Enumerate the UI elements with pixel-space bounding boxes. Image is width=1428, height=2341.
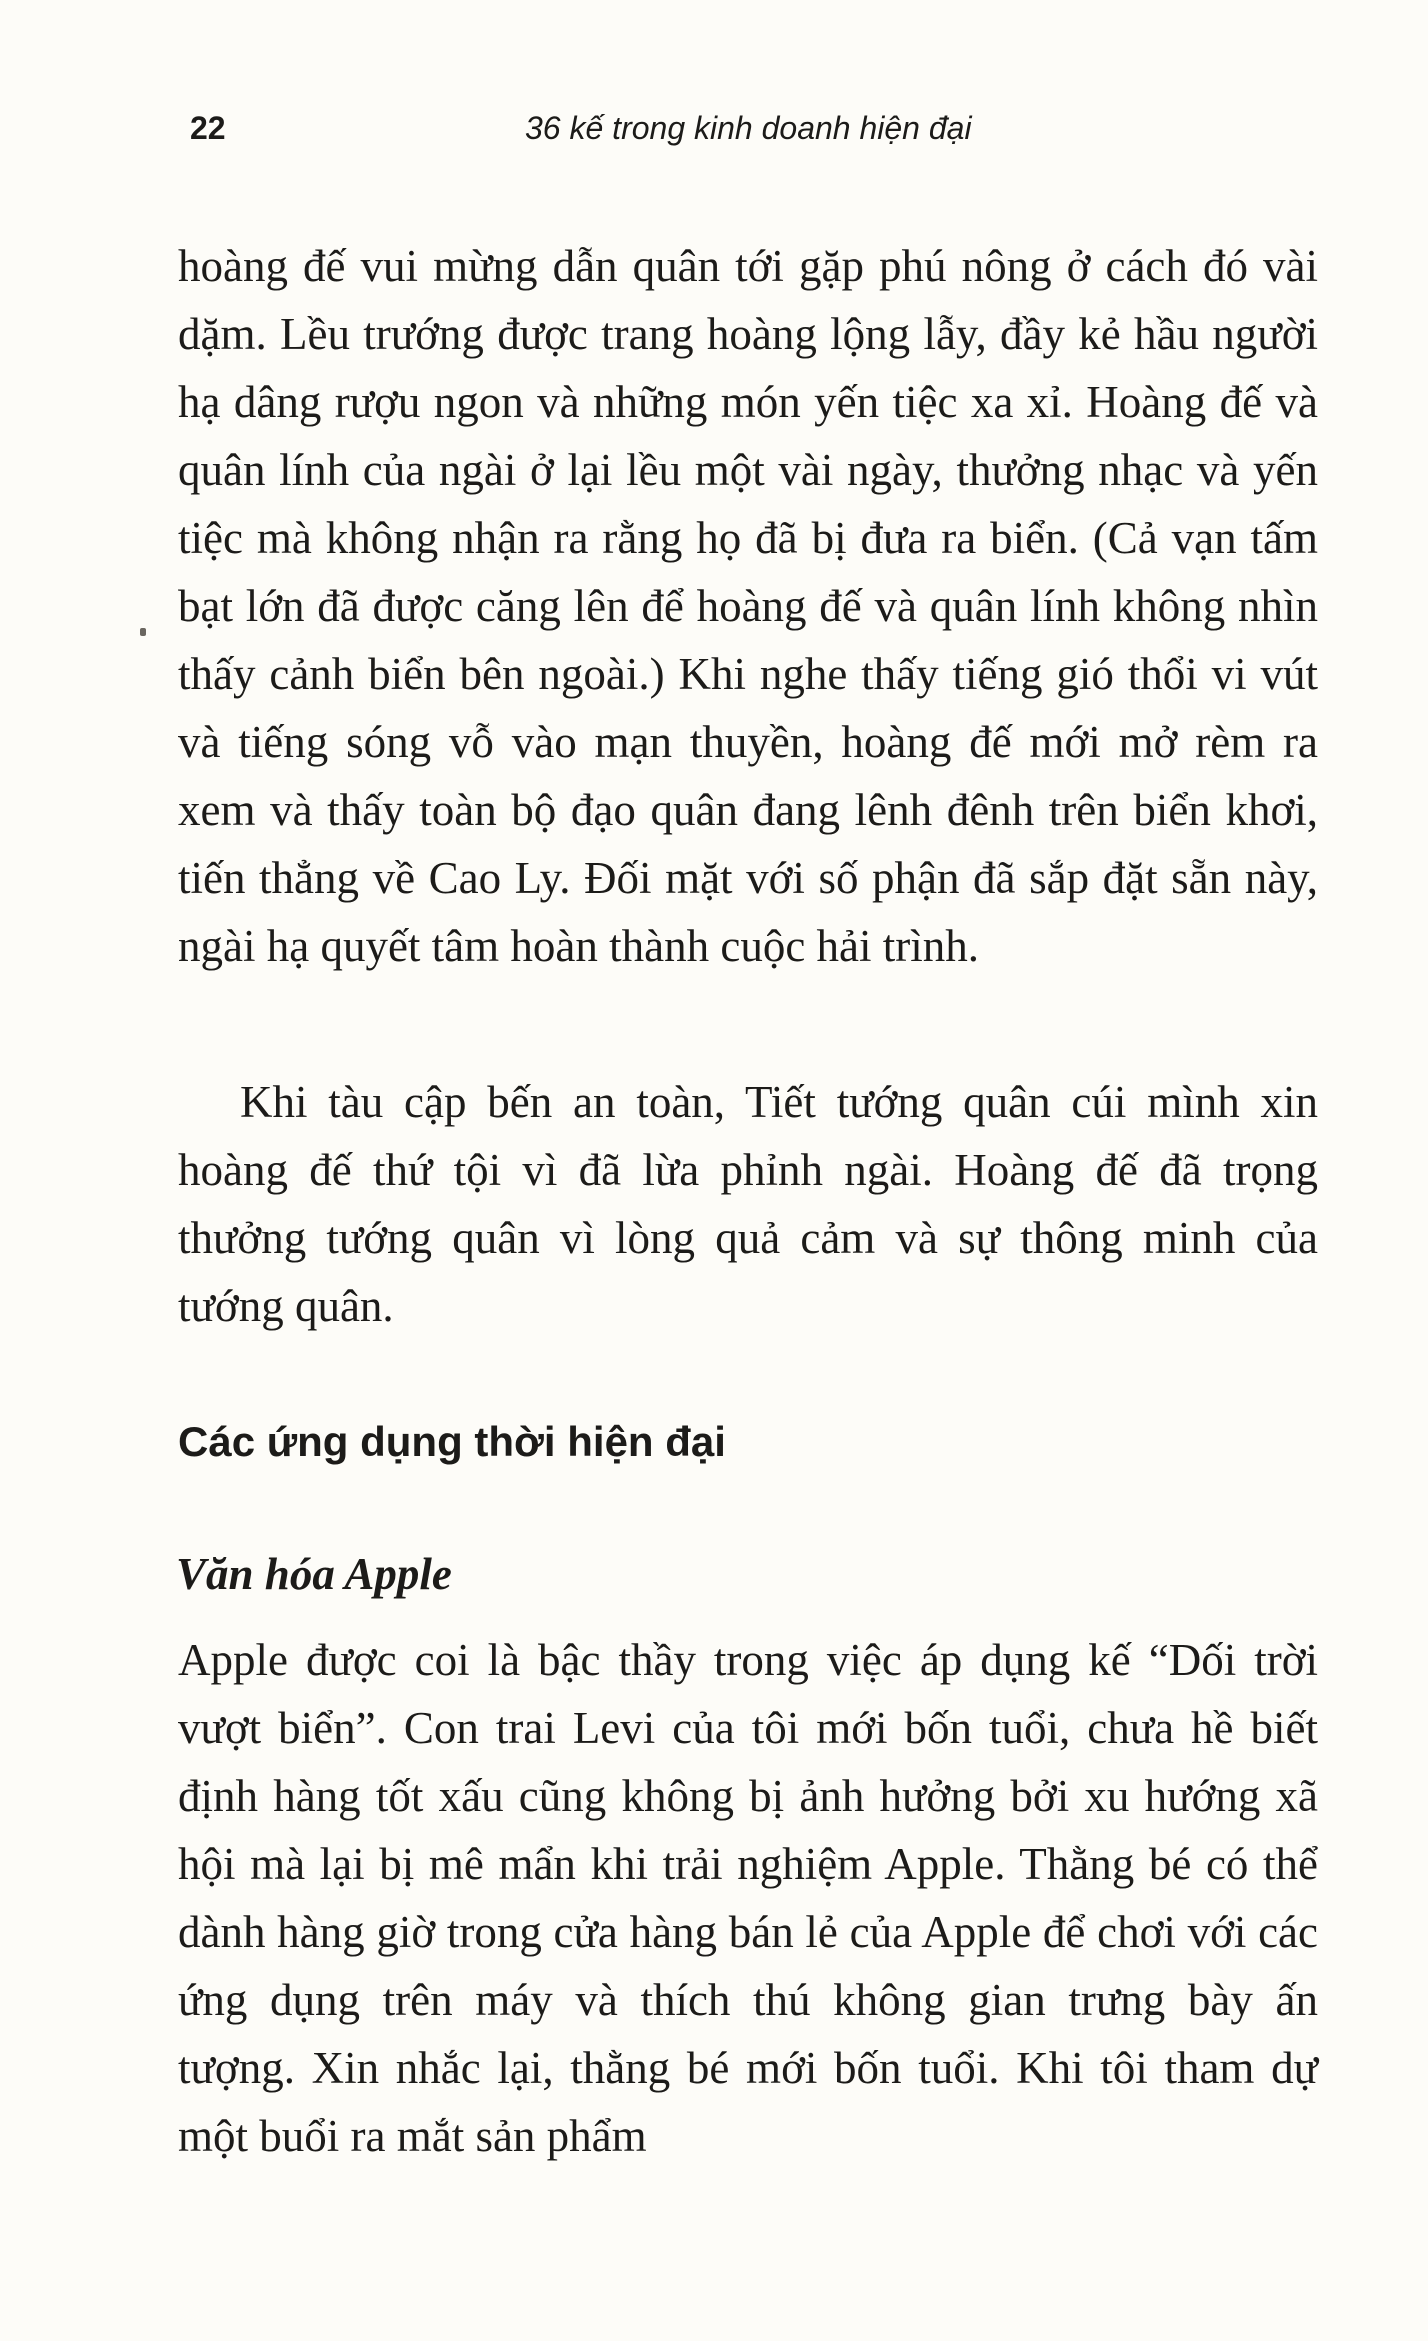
running-title: 36 kế trong kinh doanh hiện đại <box>525 110 972 146</box>
margin-speck <box>140 628 146 636</box>
paragraph-3 <box>178 1626 1318 2170</box>
paragraph-1 <box>178 232 1318 980</box>
paragraph-2-text: Khi tàu cập bến an toàn, Tiết tướng quân cúi mình xin hoàng đế thứ tội vì đã lừa phỉnh ngài. Hoàng đế đã trọng thưởng tướng quân vì lòng quả cảm và sự thông minh của tướng quân. <box>178 1077 1318 1331</box>
paragraph-3-text: Apple được coi là bậc thầy trong việc áp dụng kế “Dối trời vượt biển”. Con trai Levi của tôi mới bốn tuổi, chưa hề biết định hàng tốt xấu cũng không bị ảnh hưởng bởi xu hướng xã hội mà lại bị mê mẩn khi trải nghiệm Apple. Thằng bé có thể dành hàng giờ trong cửa hàng bán lẻ của Apple để chơi với các ứng dụng trên máy và thích thú không gian trưng bày ấn tượng. Xin nhắc lại, thằng bé mới bốn tuổi. Khi tôi tham dự một buổi ra mắt sản phẩm <box>178 1635 1318 2161</box>
paragraph-1-text: hoàng đế vui mừng dẫn quân tới gặp phú nông ở cách đó vài dặm. Lều trướng được trang hoàng lộng lẫy, đầy kẻ hầu người hạ dâng rượu ngon và những món yến tiệc xa xỉ. Hoàng đế và quân lính của ngài ở lại lều một vài ngày, thưởng nhạc và yến tiệc mà không nhận ra rằng họ đã bị đưa ra biển. (Cả vạn tấm bạt lớn đã được căng lên để hoàng đế và quân lính không nhìn thấy cảnh biển bên ngoài.) Khi nghe thấy tiếng gió thổi vi vút và tiếng sóng vỗ vào mạn thuyền, hoàng đế mới mở rèm ra xem và thấy toàn bộ đạo quân đang lênh đênh trên biển khơi, tiến thẳng về Cao Ly. Đối mặt với số phận đã sắp đặt sẵn này, ngài hạ quyết tâm hoàn thành cuộc hải trình. <box>178 241 1318 971</box>
sub-heading: Văn hóa Apple <box>176 1549 452 1599</box>
page-number: 22 <box>190 110 226 146</box>
page-header <box>190 110 1290 160</box>
paragraph-2 <box>178 1068 1318 1340</box>
section-heading: Các ứng dụng thời hiện đại <box>178 1418 726 1465</box>
